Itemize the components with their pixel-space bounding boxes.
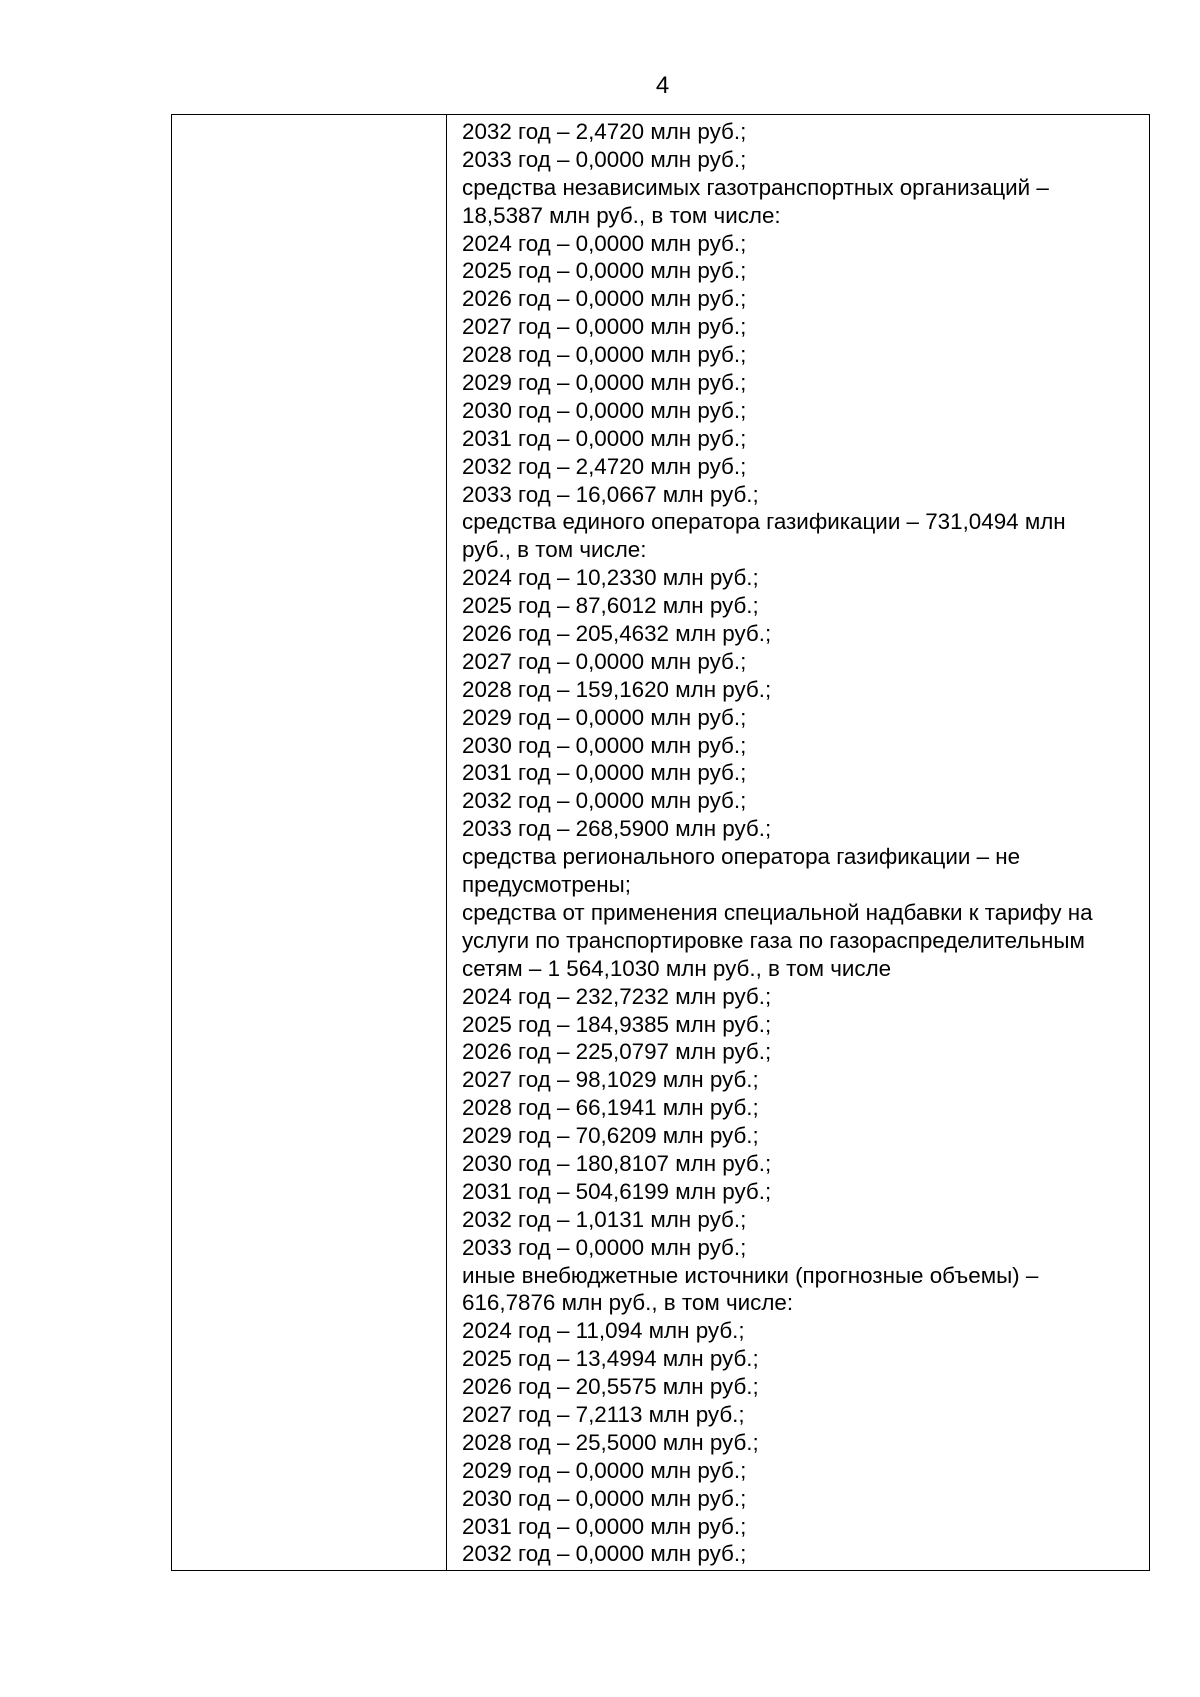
text-line: 616,7876 млн руб., в том числе: [462,1290,794,1316]
text-line: 2029 год – 0,0000 млн руб.; [462,370,747,396]
text-line: 2027 год – 0,0000 млн руб.; [462,648,747,674]
text-line: сетям – 1 564,1030 млн руб., в том числе [462,955,892,981]
text-line: 2026 год – 205,4632 млн руб.; [462,621,772,647]
text-line: 2028 год – 25,5000 млн руб.; [462,1429,759,1455]
text-line: 18,5387 млн руб., в том числе: [462,202,781,228]
text-line: 2024 год – 232,7232 млн руб.; [462,983,772,1009]
text-line: 2031 год – 0,0000 млн руб.; [462,425,747,451]
text-line: 2025 год – 13,4994 млн руб.; [462,1346,759,1372]
text-line: 2033 год – 268,5900 млн руб.; [462,816,772,842]
text-line: 2030 год – 0,0000 млн руб.; [462,732,747,758]
text-line: 2033 год – 0,0000 млн руб.; [462,1234,747,1260]
table-right-cell [447,115,1149,1570]
text-line: 2032 год – 1,0131 млн руб.; [462,1206,747,1232]
text-line: руб., в том числе: [462,537,647,563]
text-line: 2033 год – 16,0667 млн руб.; [462,481,759,507]
text-line: 2032 год – 0,0000 млн руб.; [462,1541,747,1567]
text-line: 2032 год – 2,4720 млн руб.; [462,453,747,479]
text-line: предусмотрены; [462,872,631,898]
text-line: 2029 год – 70,6209 млн руб.; [462,1123,759,1149]
text-line: средства регионального оператора газификации – не [462,844,1021,870]
text-line: 2024 год – 11,094 млн руб.; [462,1318,745,1344]
text-line: 2031 год – 0,0000 млн руб.; [462,760,747,786]
text-line: 2030 год – 180,8107 млн руб.; [462,1150,772,1176]
text-line: 2026 год – 225,0797 млн руб.; [462,1039,772,1065]
text-line: 2024 год – 0,0000 млн руб.; [462,230,747,256]
text-line: 2031 год – 504,6199 млн руб.; [462,1178,772,1204]
text-line: 2026 год – 0,0000 млн руб.; [462,286,747,312]
text-line: средства единого оператора газификации – 731,0494 млн [462,509,1066,535]
text-line: 2028 год – 159,1620 млн руб.; [462,676,772,702]
text-line: 2030 год – 0,0000 млн руб.; [462,397,747,423]
text-line: 2026 год – 20,5575 млн руб.; [462,1374,759,1400]
text-line: 2027 год – 7,2113 млн руб.; [462,1401,745,1427]
text-line: 2025 год – 184,9385 млн руб.; [462,1011,772,1037]
text-line: 2029 год – 0,0000 млн руб.; [462,1457,747,1483]
text-line: услуги по транспортировке газа по газораспределительным [462,927,1085,953]
text-line: иные внебюджетные источники (прогнозные объемы) – [462,1262,1039,1288]
text-line: 2029 год – 0,0000 млн руб.; [462,704,747,730]
text-line: 2032 год – 0,0000 млн руб.; [462,788,747,814]
text-line: 2030 год – 0,0000 млн руб.; [462,1485,747,1511]
financing-table [171,114,1150,1571]
text-line: 2025 год – 0,0000 млн руб.; [462,258,747,284]
text-line: 2028 год – 66,1941 млн руб.; [462,1095,759,1121]
text-line: 2028 год – 0,0000 млн руб.; [462,342,747,368]
text-line: 2027 год – 98,1029 млн руб.; [462,1067,759,1093]
text-line: 2032 год – 2,4720 млн руб.; [462,119,747,144]
text-line: 2033 год – 0,0000 млн руб.; [462,146,747,172]
text-line: средства независимых газотранспортных организаций – [462,174,1049,200]
text-line: средства от применения специальной надбавки к тарифу на [462,899,1093,925]
table-left-cell [172,115,447,1570]
text-line: 2031 год – 0,0000 млн руб.; [462,1513,747,1539]
page-number: 4 [655,72,670,99]
text-line: 2027 год – 0,0000 млн руб.; [462,314,747,340]
text-line: 2025 год – 87,6012 млн руб.; [462,593,759,619]
text-line: 2024 год – 10,2330 млн руб.; [462,565,759,591]
